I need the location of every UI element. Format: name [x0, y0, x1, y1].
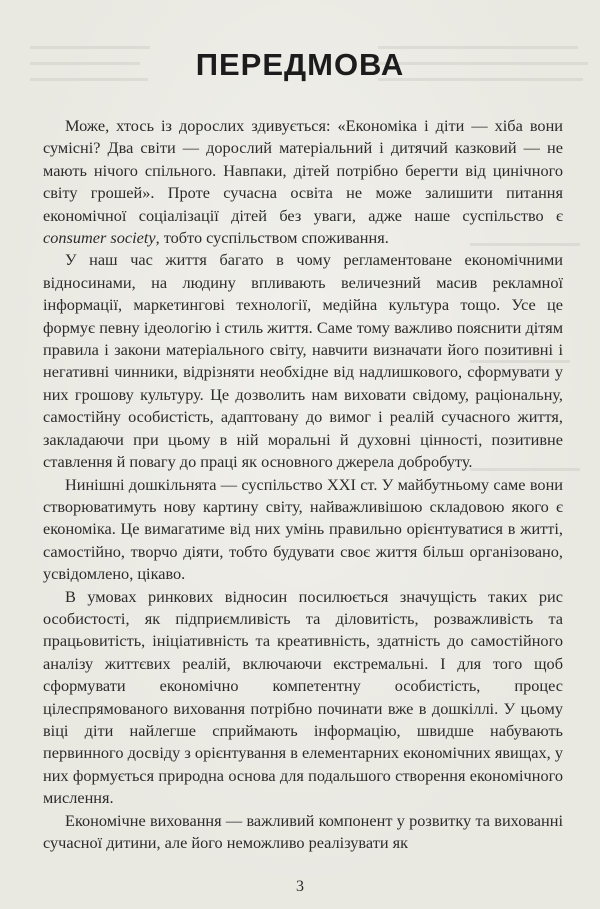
paragraph: Нинішні дошкільнята — суспільство XXI ст. У майбутньому саме вони створюватимуть нову картину світу, найважливішою складовою якого є економіка. Це вимагатиме від них умінь правильно орієнтуватися в житті, самостійно, творчо діяти, тобто будувати своє життя більш організовано, усвідомлено, цікаво.	[43, 474, 563, 584]
page-number: 3	[296, 878, 304, 895]
page-title: ПЕРЕДМОВА	[195, 47, 405, 82]
paragraph: Економічне виховання — важливий компонент у розвитку та вихованні сучасної дитини, але його неможливо реалізувати як	[43, 810, 563, 852]
paragraph	[43, 115, 563, 249]
emphasis-text: consumer society	[43, 228, 156, 248]
body-text	[43, 115, 563, 854]
paragraph: У наш час життя багато в чому регламентоване економічними відносинами, на людину впливають величезний масив рекламної інформації, маркетингові технології, медійна культура тощо. Усе це формує певну ідеологію і стиль життя. Саме тому важливо пояснити дітям правила і закони матеріального світу, навчити визначати його позитивні і негативні чинники, відрізняти необхідне від надлишкового, сформувати у них грошову культуру. Це дозволить нам виховати свідому, раціональну, самостійну особистість, адаптовану до вимог і реалій сучасного життя, закладаючи при цьому в ній моральні й духовні цінності, позитивне ставлення й повагу до праці як основного джерела добробуту.	[43, 250, 563, 472]
paragraph: В умовах ринкових відносин посилюється значущість таких рис особистості, як підприємливість та діловитість, розважливість та працьовитість, ініціативність та креативність, здатність до самостійного аналізу життєвих реалій, включаючи екстремальні. І для того щоб сформувати економічно компетентну особистість, процес цілеспрямованого виховання потрібно починати вже в дошкіллі. У цьому віці діти найлегше сприймають інформацію, швидше набувають первинного досвіду з орієнтування в елементарних економічних явищах, у них формується природна основа для подальшого створення економічного мислення.	[43, 586, 563, 808]
paragraph-text: Може, хтось із дорослих здивується: «Економіка і діти — хіба вони сумісні? Два світи — дорослий матеріальний і дитячий казковий — не мають нічого спільного. Навпаки, дітей потрібно берегти від цинічного світу грошей». Проте сучасна освіта не може залишити питання економічної соціалізації дітей без уваги, адже наше суспільство є	[43, 116, 563, 225]
paragraph-text: , тобто суспільством споживання.	[155, 228, 389, 248]
